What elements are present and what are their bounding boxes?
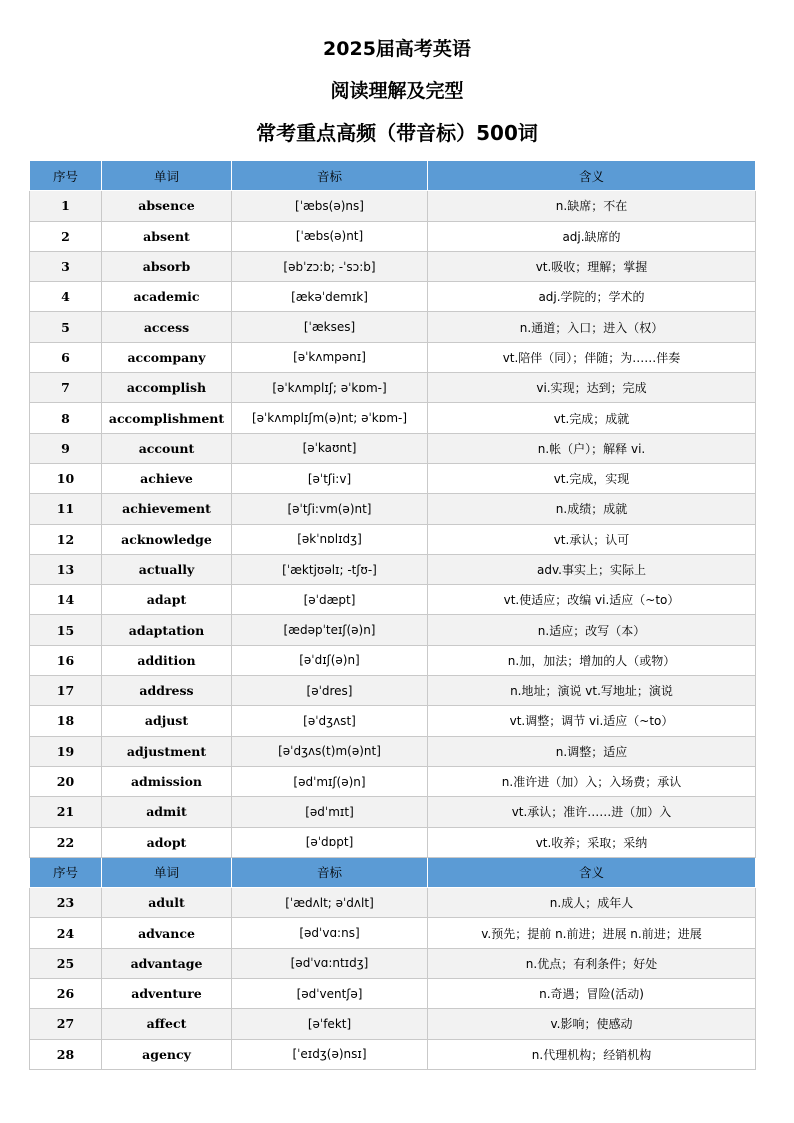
- meaning-cell: n.优点；有利条件；好处: [428, 948, 756, 978]
- phonetic-cell: [əbˈzɔ:b; -ˈsɔ:b]: [232, 251, 428, 281]
- word-cell: admission: [102, 766, 232, 796]
- column-header: 含义: [428, 857, 756, 887]
- row-number: 6: [30, 342, 102, 372]
- meaning-cell: n.通道；入口；进入（权）: [428, 312, 756, 342]
- word-cell: agency: [102, 1039, 232, 1069]
- vocabulary-table: [29, 160, 756, 1070]
- word-cell: acknowledge: [102, 524, 232, 554]
- row-number: 18: [30, 706, 102, 736]
- table-row: [30, 282, 756, 312]
- phonetic-cell: [ˈædʌlt; əˈdʌlt]: [232, 888, 428, 918]
- phonetic-cell: [əˈdæpt]: [232, 585, 428, 615]
- row-number: 4: [30, 282, 102, 312]
- table-row: [30, 342, 756, 372]
- row-number: 11: [30, 494, 102, 524]
- table-row: [30, 736, 756, 766]
- word-cell: academic: [102, 282, 232, 312]
- word-cell: accompany: [102, 342, 232, 372]
- meaning-cell: vt.吸收；理解；掌握: [428, 251, 756, 281]
- phonetic-cell: [əˈkʌmplɪʃm(ə)nt; əˈkɒm-]: [232, 403, 428, 433]
- table-row: [30, 251, 756, 281]
- meaning-cell: n.帐（户）；解释 vi.: [428, 433, 756, 463]
- column-header: 单词: [102, 857, 232, 887]
- phonetic-cell: [ədˈvɑ:ns]: [232, 918, 428, 948]
- meaning-cell: n.缺席；不在: [428, 191, 756, 221]
- column-header: 含义: [428, 161, 756, 191]
- meaning-cell: n.代理机构；经销机构: [428, 1039, 756, 1069]
- table-row: [30, 585, 756, 615]
- word-cell: adult: [102, 888, 232, 918]
- table-row: [30, 948, 756, 978]
- row-number: 26: [30, 979, 102, 1009]
- document-title-year: 2025届高考英语: [323, 38, 471, 60]
- phonetic-cell: [ækəˈdemɪk]: [232, 282, 428, 312]
- meaning-cell: vt.承认；认可: [428, 524, 756, 554]
- row-number: 9: [30, 433, 102, 463]
- row-number: 25: [30, 948, 102, 978]
- row-number: 10: [30, 463, 102, 493]
- table-row: [30, 827, 756, 857]
- word-cell: actually: [102, 554, 232, 584]
- phonetic-cell: [ədˈmɪʃ(ə)n]: [232, 766, 428, 796]
- table-row: [30, 554, 756, 584]
- word-cell: absent: [102, 221, 232, 251]
- row-number: 2: [30, 221, 102, 251]
- column-header: 音标: [232, 857, 428, 887]
- meaning-cell: vt.调整；调节 vi.适应（~to）: [428, 706, 756, 736]
- row-number: 20: [30, 766, 102, 796]
- meaning-cell: vt.完成，实现: [428, 463, 756, 493]
- row-number: 7: [30, 373, 102, 403]
- meaning-cell: n.适应；改写（本）: [428, 615, 756, 645]
- table-row: [30, 979, 756, 1009]
- table-header-row: [30, 161, 756, 191]
- table-row: [30, 221, 756, 251]
- word-cell: adventure: [102, 979, 232, 1009]
- meaning-cell: vt.完成；成就: [428, 403, 756, 433]
- meaning-cell: vt.使适应；改编 vi.适应（~to）: [428, 585, 756, 615]
- phonetic-cell: [ədˈventʃə]: [232, 979, 428, 1009]
- row-number: 16: [30, 645, 102, 675]
- row-number: 13: [30, 554, 102, 584]
- meaning-cell: n.成绩；成就: [428, 494, 756, 524]
- row-number: 14: [30, 585, 102, 615]
- word-cell: address: [102, 676, 232, 706]
- row-number: 23: [30, 888, 102, 918]
- word-cell: adapt: [102, 585, 232, 615]
- phonetic-cell: [ˈæktjʊəlɪ; -tʃʊ-]: [232, 554, 428, 584]
- table-row: [30, 463, 756, 493]
- document-title-topic: 阅读理解及完型: [330, 80, 464, 102]
- row-number: 22: [30, 827, 102, 857]
- meaning-cell: vt.陪伴（同）；伴随；为……伴奏: [428, 342, 756, 372]
- table-row: [30, 1039, 756, 1069]
- word-cell: accomplish: [102, 373, 232, 403]
- row-number: 1: [30, 191, 102, 221]
- word-cell: account: [102, 433, 232, 463]
- row-number: 15: [30, 615, 102, 645]
- meaning-cell: n.加，加法；增加的人（或物）: [428, 645, 756, 675]
- row-number: 19: [30, 736, 102, 766]
- word-cell: adopt: [102, 827, 232, 857]
- word-cell: adjustment: [102, 736, 232, 766]
- table-row: [30, 1009, 756, 1039]
- phonetic-cell: [əˈdʒʌst]: [232, 706, 428, 736]
- table-row: [30, 615, 756, 645]
- table-row: [30, 797, 756, 827]
- row-number: 24: [30, 918, 102, 948]
- phonetic-cell: [əˈdɒpt]: [232, 827, 428, 857]
- meaning-cell: n.调整；适应: [428, 736, 756, 766]
- phonetic-cell: [ˈeɪdʒ(ə)nsɪ]: [232, 1039, 428, 1069]
- phonetic-cell: [əˈkʌmpənɪ]: [232, 342, 428, 372]
- table-row: [30, 403, 756, 433]
- phonetic-cell: [əkˈnɒlɪdʒ]: [232, 524, 428, 554]
- phonetic-cell: [əˈkaʊnt]: [232, 433, 428, 463]
- phonetic-cell: [əˈfekt]: [232, 1009, 428, 1039]
- table-header-row: [30, 857, 756, 887]
- table-row: [30, 524, 756, 554]
- meaning-cell: v.预先；提前 n.前进；进展 n.前进；进展: [428, 918, 756, 948]
- table-row: [30, 191, 756, 221]
- word-cell: absorb: [102, 251, 232, 281]
- table-row: [30, 645, 756, 675]
- phonetic-cell: [ˈæbs(ə)nt]: [232, 221, 428, 251]
- column-header: 音标: [232, 161, 428, 191]
- phonetic-cell: [ˈæbs(ə)ns]: [232, 191, 428, 221]
- column-header: 单词: [102, 161, 232, 191]
- phonetic-cell: [əˈkʌmplɪʃ; əˈkɒm-]: [232, 373, 428, 403]
- meaning-cell: vi.实现；达到；完成: [428, 373, 756, 403]
- meaning-cell: n.地址；演说 vt.写地址；演说: [428, 676, 756, 706]
- word-cell: affect: [102, 1009, 232, 1039]
- word-cell: absence: [102, 191, 232, 221]
- phonetic-cell: [ədˈmɪt]: [232, 797, 428, 827]
- table-row: [30, 494, 756, 524]
- table-row: [30, 888, 756, 918]
- row-number: 27: [30, 1009, 102, 1039]
- meaning-cell: vt.承认；准许……进（加）入: [428, 797, 756, 827]
- word-cell: admit: [102, 797, 232, 827]
- meaning-cell: adv.事实上；实际上: [428, 554, 756, 584]
- word-cell: advantage: [102, 948, 232, 978]
- phonetic-cell: [ˈækses]: [232, 312, 428, 342]
- meaning-cell: adj.缺席的: [428, 221, 756, 251]
- word-cell: accomplishment: [102, 403, 232, 433]
- row-number: 3: [30, 251, 102, 281]
- meaning-cell: n.准许进（加）入；入场费；承认: [428, 766, 756, 796]
- table-row: [30, 918, 756, 948]
- word-cell: achievement: [102, 494, 232, 524]
- table-row: [30, 433, 756, 463]
- row-number: 12: [30, 524, 102, 554]
- column-header: 序号: [30, 857, 102, 887]
- word-cell: addition: [102, 645, 232, 675]
- phonetic-cell: [əˈtʃi:v]: [232, 463, 428, 493]
- word-cell: achieve: [102, 463, 232, 493]
- column-header: 序号: [30, 161, 102, 191]
- word-cell: adaptation: [102, 615, 232, 645]
- phonetic-cell: [əˈdres]: [232, 676, 428, 706]
- phonetic-cell: [əˈtʃi:vm(ə)nt]: [232, 494, 428, 524]
- meaning-cell: adj.学院的；学术的: [428, 282, 756, 312]
- phonetic-cell: [əˈdɪʃ(ə)n]: [232, 645, 428, 675]
- row-number: 5: [30, 312, 102, 342]
- meaning-cell: n.成人；成年人: [428, 888, 756, 918]
- table-row: [30, 373, 756, 403]
- word-cell: access: [102, 312, 232, 342]
- meaning-cell: vt.收养；采取；采纳: [428, 827, 756, 857]
- meaning-cell: v.影响；使感动: [428, 1009, 756, 1039]
- table-row: [30, 706, 756, 736]
- table-row: [30, 312, 756, 342]
- row-number: 17: [30, 676, 102, 706]
- row-number: 8: [30, 403, 102, 433]
- phonetic-cell: [əˈdʒʌs(t)m(ə)nt]: [232, 736, 428, 766]
- phonetic-cell: [ædəpˈteɪʃ(ə)n]: [232, 615, 428, 645]
- document-title-main: 常考重点高频（带音标）500词: [256, 121, 538, 145]
- table-row: [30, 766, 756, 796]
- word-cell: advance: [102, 918, 232, 948]
- word-cell: adjust: [102, 706, 232, 736]
- row-number: 21: [30, 797, 102, 827]
- row-number: 28: [30, 1039, 102, 1069]
- phonetic-cell: [ədˈvɑ:ntɪdʒ]: [232, 948, 428, 978]
- meaning-cell: n.奇遇；冒险(活动): [428, 979, 756, 1009]
- table-row: [30, 676, 756, 706]
